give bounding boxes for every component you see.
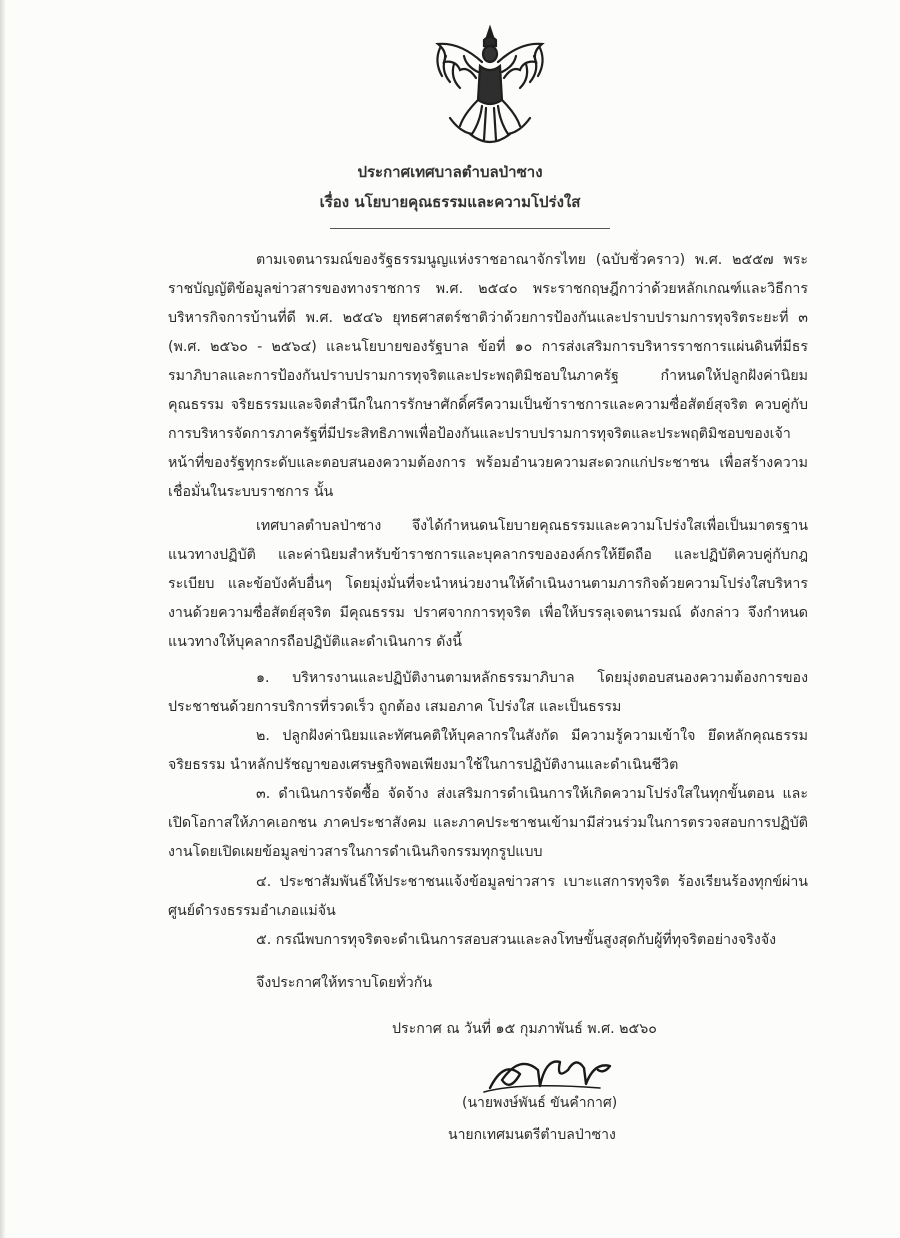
closing-statement: จึงประกาศให้ทราบโดยทั่วกัน — [256, 975, 433, 991]
policy-item: ๕. กรณีพบการทุจริตจะดำเนินการสอบสวนและลงโทษขั้นสูงสุดกับผู้ที่ทุจริตอย่างจริงจัง — [256, 932, 777, 948]
announcement-subject: เรื่อง นโยบายคุณธรรมและความโปร่งใส — [319, 193, 581, 211]
policy-item: ๒. ปลูกฝังค่านิยมและทัศนคติให้บุคลากรในสังกัด มีความรู้ความเข้าใจ ยึดหลักคุณธรรม จริยธรรม นำหลักปรัชญาของเศรษฐกิจพอเพียงมาใช้ในการปฏิบัติงานและดำเนินชีวิต — [168, 728, 808, 773]
policy-item: ๓. ดำเนินการจัดซื้อ จัดจ้าง ส่งเสริมการดำเนินการให้เกิดความโปร่งใสในทุกขั้นตอน และเปิดโอกาสให้ภาคเอกชน ภาคประชาสังคม และภาคประชาชนเข้ามามีส่วนร่วมในการตรวจสอบการปฏิบัติงานโดยเปิดเผยข้อมูลข่าวสารในการดำเนินกิจกรรมทุกรูปแบบ — [168, 786, 808, 860]
policy-item: ๔. ประชาสัมพันธ์ให้ประชาชนแจ้งข้อมูลข่าวสาร เบาะแสการทุจริต ร้องเรียนร้องทุกข์ผ่านศูนย์ดำรงธรรมอำเภอแม่จัน — [168, 874, 808, 919]
intro-paragraph: ตามเจตนารมณ์ของรัฐธรรมนูญแห่งราชอาณาจักรไทย (ฉบับชั่วคราว) พ.ศ. ๒๕๕๗ พระราชบัญญัติข้อมูลข่าวสารของทางราชการ พ.ศ. ๒๕๔๐ พระราชกฤษฎีกาว่าด้วยหลักเกณฑ์และวิธีการบริหารกิจการบ้านที่ดี พ.ศ. ๒๕๔๖ ยุทธศาสตร์ชาติว่าด้วยการป้องกันและปราบปรามการทุจริตระยะที่ ๓ (พ.ศ. ๒๕๖๐ - ๒๕๖๔) และนโยบายของรัฐบาล ข้อที่ ๑๐ การส่งเสริมการบริหารราชการแผ่นดินที่มีธรรมาภิบาลและการป้องกันปราบปรามการทุจริตและประพฤติมิชอบในภาครัฐ กำหนดให้ปลูกฝังค่านิยม คุณธรรม จริยธรรมและจิตสำนึกในการรักษาศักดิ์ศรีความเป็นข้าราชการและความซื่อสัตย์สุจริต ควบคู่กับการบริหารจัดการภาครัฐที่มีประสิทธิภาพเพื่อป้องกันและปราบปรามการทุจริตและประพฤติมิชอบของเจ้าหน้าที่ของรัฐทุกระดับและตอบสนองความต้องการ พร้อมอำนวยความสะดวกแก่ประชาชน เพื่อสร้างความเชื่อมั่นในระบบราชการ นั้น — [168, 252, 808, 500]
announcement-date: ประกาศ ณ วันที่ ๑๕ กุมภาพันธ์ พ.ศ. ๒๕๖๐ — [392, 1021, 657, 1037]
signature-icon — [480, 1040, 630, 1100]
signer-position: นายกเทศมนตรีตำบลป่าซาง — [448, 1127, 616, 1143]
title-divider — [330, 228, 610, 229]
policy-paragraph: เทศบาลตำบลป่าซาง จึงได้กำหนดนโยบายคุณธรรมและความโปร่งใสเพื่อเป็นมาตรฐาน แนวทางปฏิบัติ และค่านิยมสำหรับข้าราชการและบุคลากรขององค์กรให้ยึดถือ และปฏิบัติควบคู่กับกฎระเบียบ และข้อบังคับอื่นๆ โดยมุ่งมั่นที่จะนำหน่วยงานให้ดำเนินงานตามภารกิจด้วยความโปร่งใสบริหารงานด้วยความซื่อสัตย์สุจริต มีคุณธรรม ปราศจากการทุจริต เพื่อให้บรรลุเจตนารมณ์ ดังกล่าว จึงกำหนดแนวทางให้บุคลากรถือปฏิบัติและดำเนินการ ดังนี้ — [168, 518, 808, 650]
announcement-title: ประกาศเทศบาลตำบลป่าซาง — [357, 163, 543, 181]
policy-item: ๑. บริหารงานและปฏิบัติงานตามหลักธรรมาภิบาล โดยมุ่งตอบสนองความต้องการของประชาชนด้วยการบริการที่รวดเร็ว ถูกต้อง เสมอภาค โปร่งใส และเป็นธรรม — [168, 670, 808, 715]
signer-name: (นายพงษ์พันธ์ ขันคำกาศ) — [462, 1095, 618, 1111]
garuda-emblem-icon — [420, 22, 560, 152]
scan-edge-shadow — [0, 0, 6, 1238]
